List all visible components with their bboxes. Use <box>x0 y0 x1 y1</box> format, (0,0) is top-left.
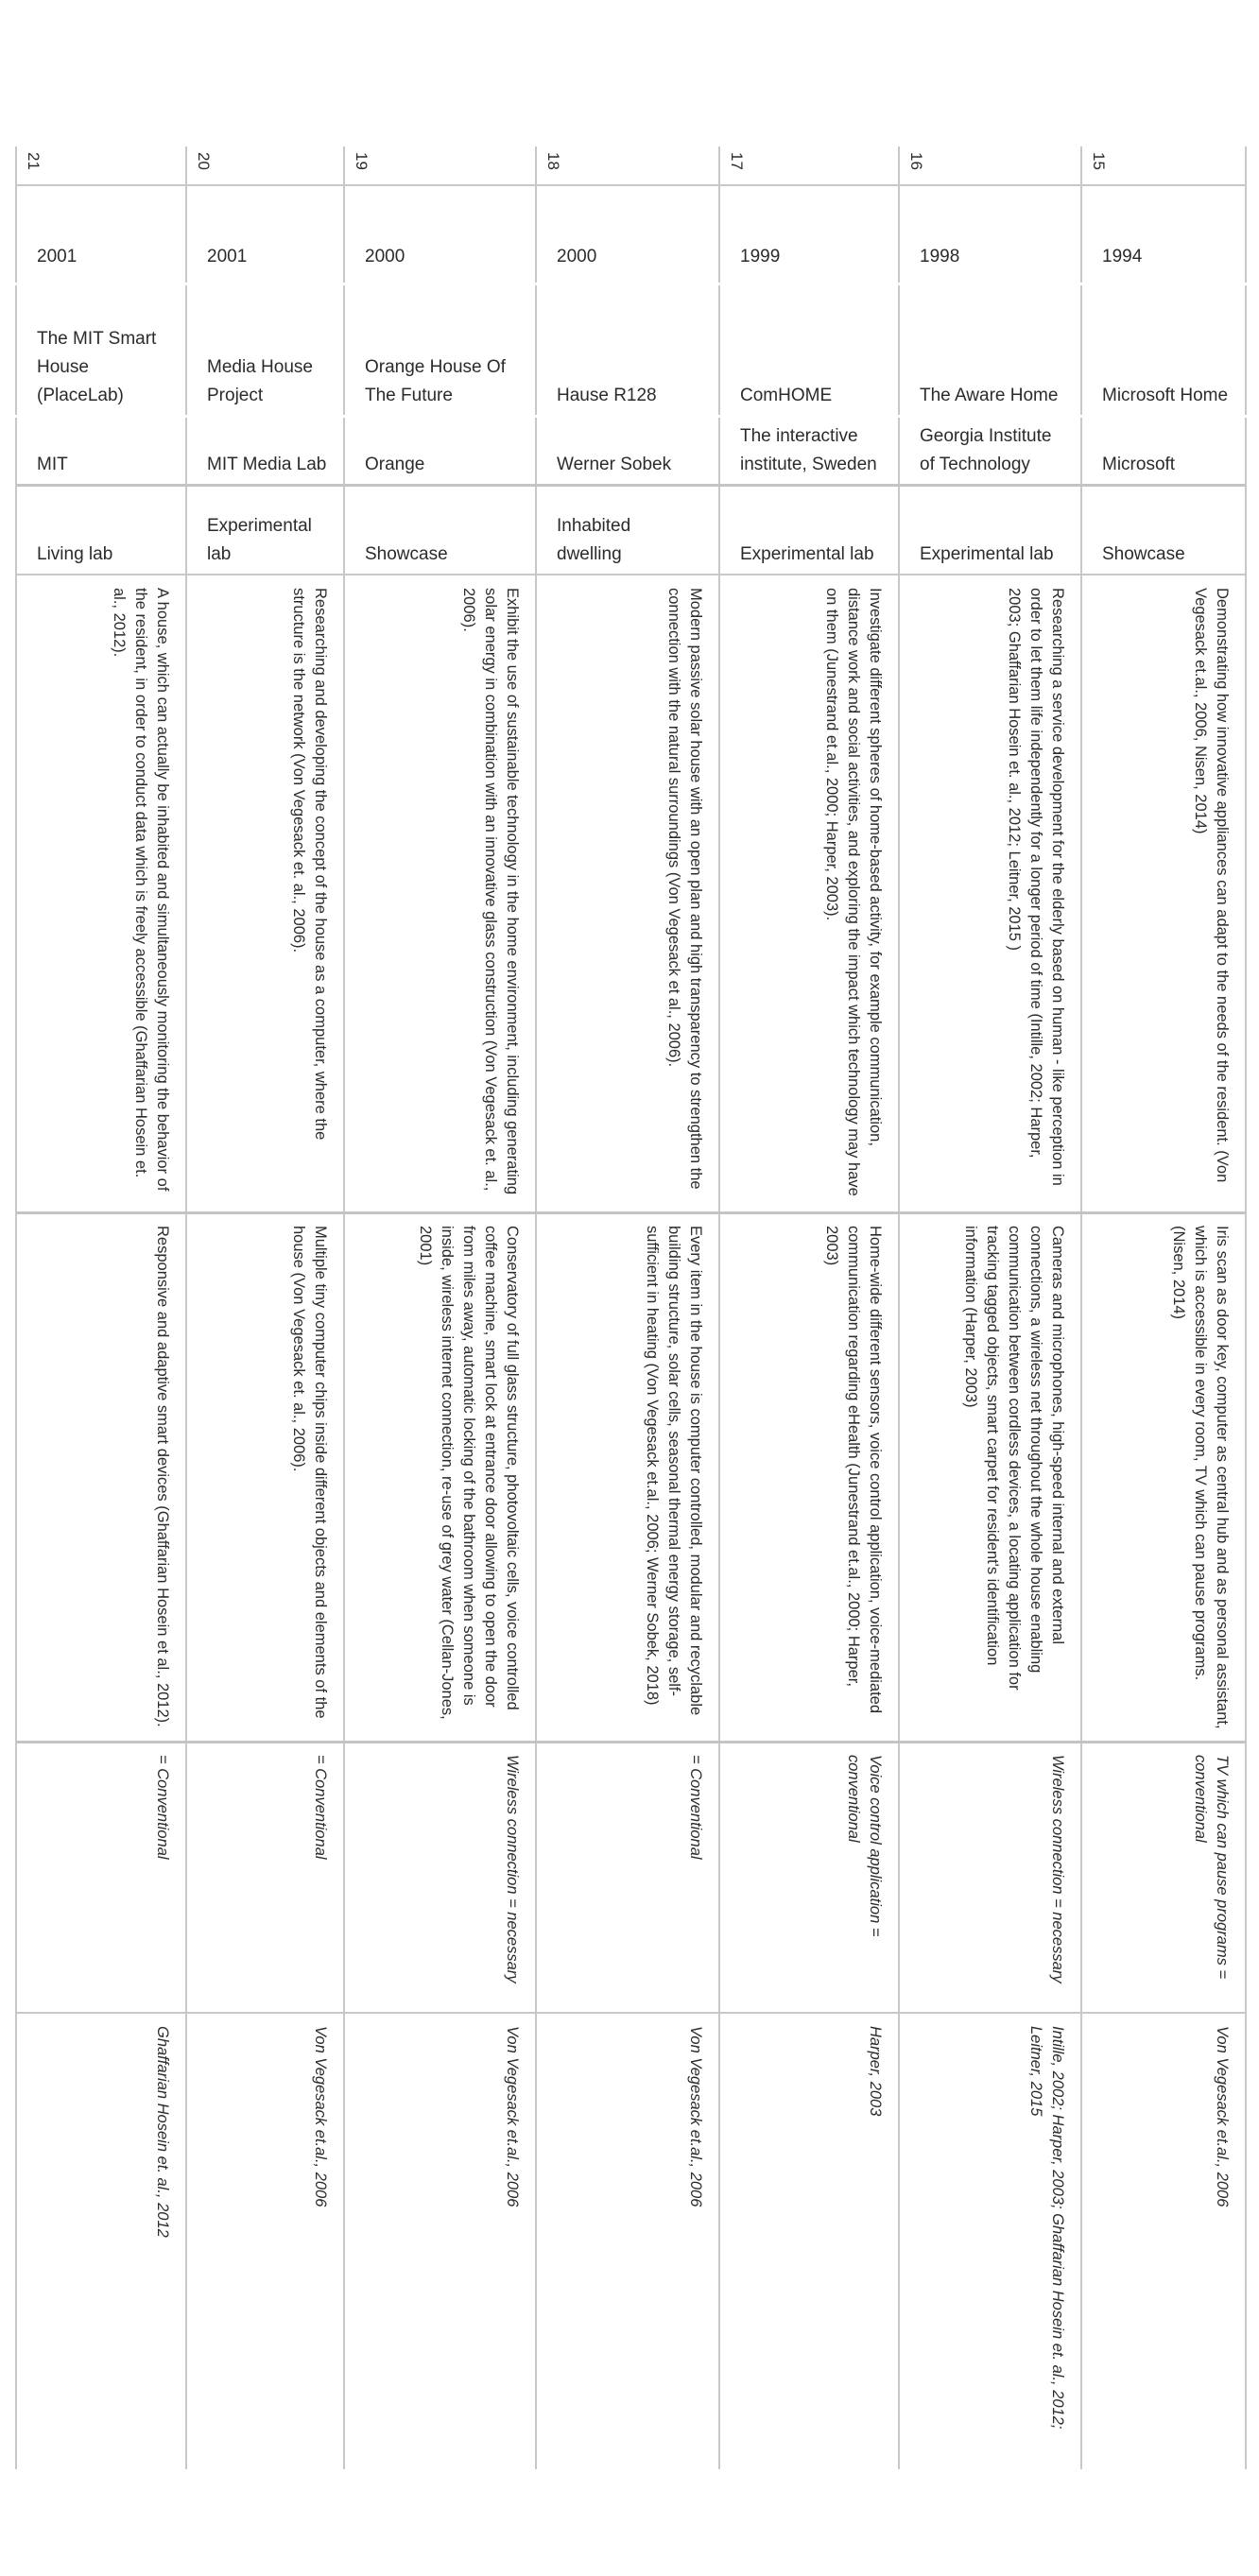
entry-description-text: Investigate different spheres of home-based activity, for example communication, distance work and social activities, and exploring the impact which technology may have on them (Junestrand et.al., 2000; Harper, 2003). <box>823 588 884 1196</box>
entry-references-text: Intille, 2002; Harper, 2003; Ghaffarian Hosein et. al., 2012; Leitner, 2015 <box>1027 2026 1066 2430</box>
entry-name-text: Microsoft Home <box>1102 386 1229 405</box>
entry-references <box>344 2013 536 2469</box>
entry-features-text: Every item in the house is computer controlled, modular and recyclable building structure, solar cells, seasonal thermal energy storage, self-sufficient in heating (Von Vegesack et.al., 2006; Werner Sobek, 2018) <box>644 1226 704 1716</box>
entry-evaluation-text: Wireless connection = necessary <box>504 1755 521 1984</box>
entry-description <box>1081 575 1246 1212</box>
entry-institution-text: Werner Sobek <box>557 455 672 474</box>
entry-references <box>186 2013 344 2469</box>
entry-type <box>16 485 186 575</box>
entry-name <box>719 283 899 416</box>
entry-references-text: Von Vegesack et.al., 2006 <box>504 2026 521 2207</box>
entry-evaluation <box>1081 1742 1246 2013</box>
entry-references <box>1081 2013 1246 2469</box>
entry-name <box>344 283 536 416</box>
entry-number-text: 17 <box>728 152 746 170</box>
entry-institution <box>899 416 1081 485</box>
entry-type <box>899 485 1081 575</box>
entry-institution-text: Microsoft <box>1102 455 1176 474</box>
entry-type-text: Experimental lab <box>920 544 1054 564</box>
entry-references-text: Von Vegesack et.al., 2006 <box>687 2026 704 2207</box>
entry-description-text: Demonstrating how innovative appliances can adapt to the needs of the resident. (Von Vegesack et.al., 2006, Nisen, 2014) <box>1192 588 1231 1183</box>
entry-references-text: Harper, 2003 <box>867 2026 884 2117</box>
entry-type <box>186 485 344 575</box>
entry-features-text: Home-wide different sensors, voice control application, voice-mediated communication regarding eHealth (Junestrand et.al., 2000; Harper, 2003) <box>823 1226 884 1714</box>
entry-evaluation <box>186 1742 344 2013</box>
entry-institution <box>536 416 719 485</box>
entry-name <box>16 283 186 416</box>
entry-type-text: Experimental lab <box>207 516 312 564</box>
entry-evaluation-text: Wireless connection = necessary <box>1049 1755 1066 1984</box>
entry-name-text: The MIT Smart House (PlaceLab) <box>37 329 157 405</box>
entry-name-text: The Aware Home <box>920 386 1059 405</box>
entry-institution <box>186 416 344 485</box>
entry-year: 1998 <box>920 247 960 266</box>
entry-features <box>719 1212 899 1742</box>
entry-name-text: Hause R128 <box>557 386 657 405</box>
entry-institution-text: Orange <box>365 455 425 474</box>
entry-name-text: ComHOME <box>740 386 833 405</box>
entry-name-text: Media House Project <box>207 357 313 405</box>
entry-number <box>1081 146 1246 185</box>
entry-type-text: Living lab <box>37 544 113 564</box>
entry-references <box>536 2013 719 2469</box>
entry-evaluation-text: Voice control application = conventional <box>845 1755 884 1937</box>
entry-type <box>344 485 536 575</box>
entry-features <box>344 1212 536 1742</box>
entry-description-text: Researching a service development for the elderly based on human - like perception in order to let them life independently for a longer period of time (Intille, 2002; Harper, 2003; Ghaffarian Hosein et. al., 2012; Leitner, 2015 ) <box>1006 588 1066 1186</box>
entry-year: 2000 <box>365 247 405 266</box>
entry-features <box>536 1212 719 1742</box>
entry-number-text: 15 <box>1090 152 1108 170</box>
entry-type <box>1081 485 1246 575</box>
entry-name <box>186 283 344 416</box>
entry-number-text: 20 <box>195 152 213 170</box>
entry-evaluation <box>899 1742 1081 2013</box>
entry-year: 1999 <box>740 247 781 266</box>
entry-number <box>719 146 899 185</box>
entry-references <box>16 2013 186 2469</box>
entry-description-text: Researching and developing the concept of the house as a computer, where the structure is the network (Von Vegesack et. al., 2006). <box>290 588 329 1141</box>
entry-description <box>344 575 536 1212</box>
entry-type-text: Experimental lab <box>740 544 874 564</box>
entry-type-text: Inhabited dwelling <box>557 516 631 564</box>
entry-institution-text: MIT Media Lab <box>207 455 327 474</box>
entry-number <box>899 146 1081 185</box>
entry-features-text: Cameras and microphones, high-speed internal and external connections, a wireless net throughout the whole house enabling communication between cordless devices, a locating application for tracking tagged objects, smart carpet for resident's identification information (Harper, 2003) <box>962 1226 1066 1691</box>
entry-references <box>899 2013 1081 2469</box>
entry-features <box>16 1212 186 1742</box>
entry-features <box>186 1212 344 1742</box>
entry-evaluation-text: = Conventional <box>312 1755 329 1860</box>
entry-evaluation <box>344 1742 536 2013</box>
entry-type <box>536 485 719 575</box>
entry-institution <box>1081 416 1246 485</box>
entry-number-text: 19 <box>353 152 371 170</box>
entry-name <box>536 283 719 416</box>
entry-features-text: Multiple tiny computer chips inside different objects and elements of the house (Von Vegesack et. al., 2006). <box>290 1226 329 1719</box>
entry-description-text: Modern passive solar house with an open plan and high transparency to strengthen the connection with the natural surroundings (Von Vegesack et al., 2006). <box>665 588 704 1190</box>
entry-references <box>719 2013 899 2469</box>
entry-type-text: Showcase <box>1102 544 1185 564</box>
entry-year: 2001 <box>37 247 78 266</box>
entry-features-text: Responsive and adaptive smart devices (Ghaffarian Hosein et al., 2012). <box>154 1226 171 1727</box>
entry-number-text: 21 <box>25 152 43 170</box>
entry-features <box>1081 1212 1246 1742</box>
entry-description <box>899 575 1081 1212</box>
entry-evaluation-text: TV which can pause programs = conventional <box>1192 1755 1231 1980</box>
entry-evaluation-text: = Conventional <box>154 1755 171 1860</box>
entry-type <box>719 485 899 575</box>
entry-number-text: 16 <box>907 152 925 170</box>
entry-description <box>16 575 186 1212</box>
entry-institution <box>16 416 186 485</box>
entry-description-text: Exhibit the use of sustainable technology in the home environment, including generating solar energy in combination with an innovative glass construction (Von Vegesack et. al., 2006). <box>460 588 521 1195</box>
entry-evaluation <box>16 1742 186 2013</box>
entry-institution-text: The interactive institute, Sweden <box>740 426 877 474</box>
entry-year: 2000 <box>557 247 597 266</box>
entry-number <box>16 146 186 185</box>
entry-features <box>899 1212 1081 1742</box>
entry-features-text: Iris scan as door key, computer as central hub and as personal assistant, which is accessible in every room, TV which can pause programs. (Nisen, 2014) <box>1170 1226 1231 1729</box>
entry-references-text: Von Vegesack et.al., 2006 <box>312 2026 329 2207</box>
entry-references-text: Von Vegesack et.al., 2006 <box>1214 2026 1231 2207</box>
entry-description <box>536 575 719 1212</box>
entry-number <box>536 146 719 185</box>
entry-institution <box>719 416 899 485</box>
entry-name-text: Orange House Of The Future <box>365 357 506 405</box>
entry-description-text: A house, which can actually be inhabited and simultaneously monitoring the behavior of the resident, in order to conduct data which is freely accessible (Ghaffarian Hosein et. al., 2012). <box>111 588 171 1192</box>
entry-name <box>899 283 1081 416</box>
entry-year: 1994 <box>1102 247 1143 266</box>
entry-number-text: 18 <box>544 152 562 170</box>
entry-institution <box>344 416 536 485</box>
entry-evaluation <box>536 1742 719 2013</box>
entry-institution-text: Georgia Institute of Technology <box>920 426 1052 474</box>
entry-number <box>344 146 536 185</box>
entry-number <box>186 146 344 185</box>
entry-evaluation-text: = Conventional <box>687 1755 704 1860</box>
entry-type-text: Showcase <box>365 544 448 564</box>
entry-year: 2001 <box>207 247 248 266</box>
entry-description <box>719 575 899 1212</box>
entry-references-text: Ghaffarian Hosein et. al., 2012 <box>154 2026 171 2238</box>
entry-description <box>186 575 344 1212</box>
entry-institution-text: MIT <box>37 455 68 474</box>
entry-features-text: Conservatory of full glass structure, photovoltaic cells, voice controlled coffee machine, smart lock at entrance door allowing to open the door from miles away, automatic locking of the bathroom when someone is inside, wireless internet connection, re-use of grey water (Cellan-Jones, 2001) <box>417 1226 521 1720</box>
entry-evaluation <box>719 1742 899 2013</box>
entry-name <box>1081 283 1246 416</box>
